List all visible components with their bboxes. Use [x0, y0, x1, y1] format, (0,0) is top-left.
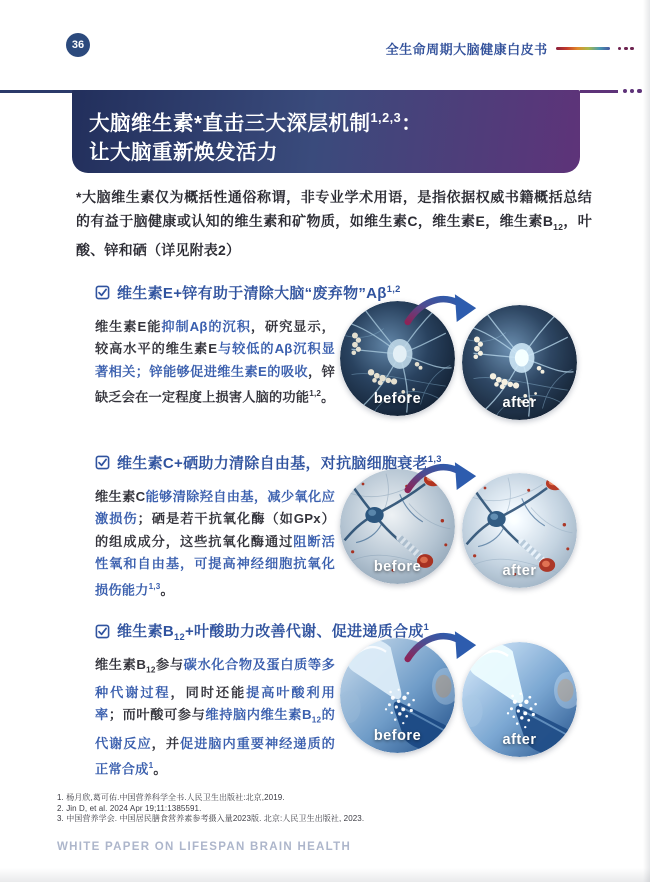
page-number-badge: 36 [66, 33, 90, 57]
header-dots-icon [618, 47, 634, 51]
after-label: after [502, 395, 537, 411]
intro-note: *大脑维生素仅为概括性通俗称谓，非专业学术用语，是指依据权威书籍概括总结的有益于脑健康或认知的维生素和矿物质，如维生素C，维生素E，维生素$B_{12}$，叶酸、锌和硒（详见附表2） [76, 189, 592, 258]
section-1-after-image [462, 305, 577, 420]
section-2-heading-text: 维生素C+硒助力清除自由基，对抗脑细胞衰老$^{1,3}$ [117, 454, 442, 472]
checkbox-icon [95, 455, 110, 470]
banner-dots-icon [623, 89, 642, 93]
section-3-heading-text: 维生素$B_{12}+$叶酸助力改善代谢、促进递质合成$^1$ [117, 622, 430, 642]
header-title: 全生命周期大脑健康白皮书 [385, 42, 548, 57]
page-edge-shadow-right [643, 0, 650, 882]
checkbox-icon [95, 285, 110, 300]
banner-rule-right [580, 90, 618, 93]
before-label: before [373, 391, 422, 407]
title-banner [72, 90, 580, 173]
page-edge-shadow-bottom [0, 868, 650, 882]
section-1-heading [95, 282, 401, 303]
before-label: before [373, 559, 422, 575]
footnote-1: 1. 杨月欣,葛可佑.中国营养科学全书.人民卫生出版社:北京,2019. [57, 793, 285, 802]
banner-title-line1: 大脑维生素*直击三大深层机制$^{1,2,3}$： [89, 110, 423, 135]
section-1-heading-text: 维生素E+锌有助于清除大脑“废弃物”Aβ$^{1,2}$ [117, 284, 401, 302]
section-3-heading [95, 620, 429, 642]
footnotes [57, 793, 364, 825]
section-1-body: 维生素E能抑制Aβ的沉积，研究显示，较高水平的维生素E与较低的Aβ沉积显著相关；锌能够促进维生素E的吸收，锌缺乏会在一定程度上损害人脑的功能$^{1,2}$。 [95, 319, 335, 405]
footnote-2: 2. Jin D, et al. 2024 Apr 19;11:1385591. [57, 803, 202, 813]
page-header [386, 39, 634, 58]
before-after-arrow-icon [404, 292, 478, 326]
before-after-arrow-icon [404, 629, 478, 663]
banner-rule-left [0, 90, 78, 93]
after-label: after [502, 732, 537, 748]
section-3-after-image [462, 642, 577, 757]
before-after-arrow-icon [404, 460, 478, 494]
before-label: before [373, 728, 422, 744]
section-2-after-image [462, 473, 577, 588]
checkbox-icon [95, 624, 110, 639]
banner-title-line2: 让大脑重新焕发活力 [89, 140, 278, 164]
footer-text: WHITE PAPER ON LIFESPAN BRAIN HEALTH [57, 841, 352, 853]
after-label: after [502, 563, 537, 579]
header-gradient-line [556, 47, 610, 50]
footnote-3: 3. 中国营养学会. 中国居民膳食营养素参考摄入量2023版. 北京:人民卫生出版社, 2023. [57, 814, 365, 823]
section-3-body: 维生素$B_{12}$参与碳水化合物及蛋白质等多种代谢过程，同时还能提高叶酸利用率；而叶酸可参与维持脑内维生素$B_{12}$的代谢反应，并促进脑内重要神经递质的正常合成$^1$。 [95, 657, 336, 777]
section-2-body: 维生素C能够清除羟自由基，减少氧化应激损伤；硒是若干抗氧化酶（如GPx）的组成成分，这些抗氧化酶通过阻断活性氧和自由基，可提高神经细胞抗氧化损伤能力$^{1,3}$。 [95, 489, 335, 598]
